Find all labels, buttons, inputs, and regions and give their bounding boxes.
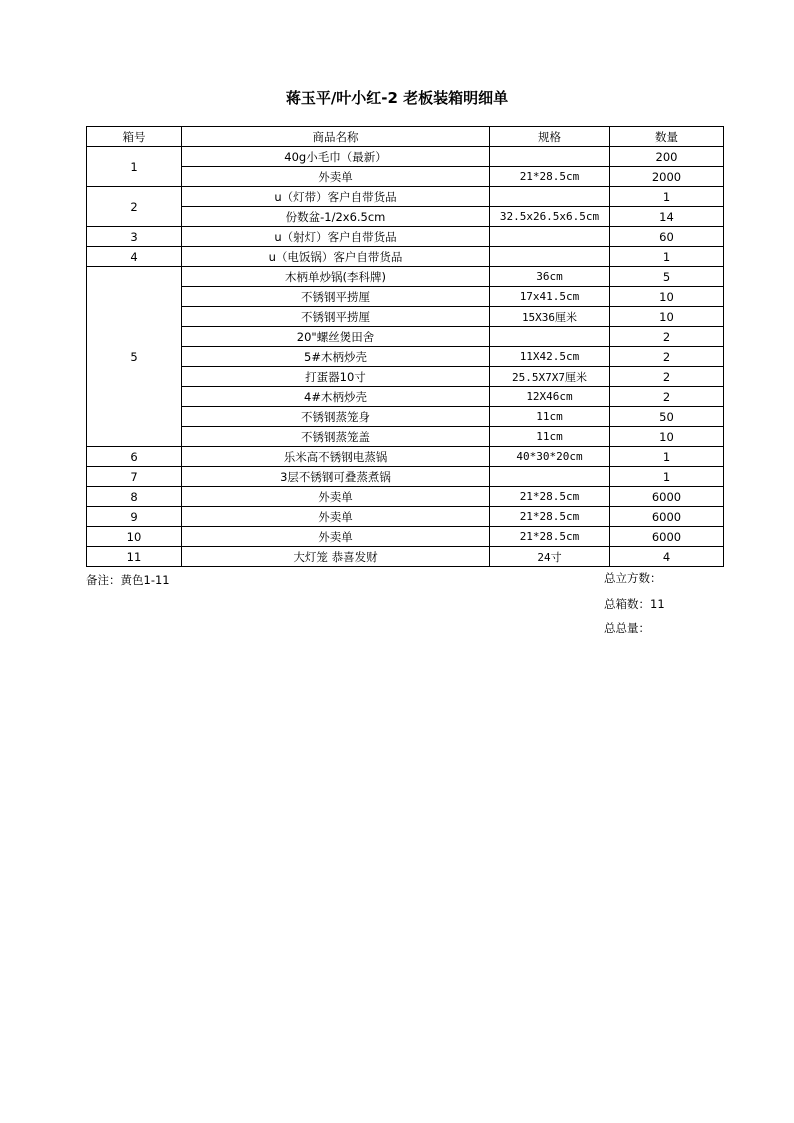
spec-cell: 15X36厘米 (490, 307, 610, 327)
total-volume-label: 总立方数： (604, 571, 662, 585)
box-number-cell: 7 (87, 467, 182, 487)
header-box-no: 箱号 (87, 127, 182, 147)
quantity-cell: 2 (610, 387, 724, 407)
table-row (87, 147, 724, 167)
box-number-cell: 5 (87, 267, 182, 447)
table-row (87, 527, 724, 547)
quantity-cell: 4 (610, 547, 724, 567)
header-product-name: 商品名称 (182, 127, 490, 147)
spec-cell: 21*28.5cm (490, 527, 610, 547)
quantity-cell: 2 (610, 347, 724, 367)
table-row (87, 467, 724, 487)
box-number-cell: 11 (87, 547, 182, 567)
header-quantity: 数量 (610, 127, 724, 147)
box-number-cell: 8 (87, 487, 182, 507)
spec-cell: 12X46cm (490, 387, 610, 407)
product-name-cell: 外卖单 (182, 487, 490, 507)
quantity-cell: 2 (610, 327, 724, 347)
quantity-cell: 10 (610, 307, 724, 327)
document-title: 蒋玉平/叶小红-2 老板装箱明细单 (285, 89, 509, 107)
spec-cell: 32.5x26.5x6.5cm (490, 207, 610, 227)
box-number-cell: 6 (87, 447, 182, 467)
table-row (87, 247, 724, 267)
quantity-cell: 6000 (610, 527, 724, 547)
product-name-cell: u（电饭锅）客户自带货品 (182, 247, 490, 267)
product-name-cell: 大灯笼 恭喜发财 (182, 547, 490, 567)
table-row (87, 307, 724, 327)
product-name-cell: 不锈钢平捞厘 (182, 287, 490, 307)
product-name-cell: 木柄单炒锅(李科牌) (182, 267, 490, 287)
table-row (87, 227, 724, 247)
box-number-cell: 2 (87, 187, 182, 227)
quantity-cell: 2 (610, 367, 724, 387)
spec-cell: 17x41.5cm (490, 287, 610, 307)
spec-cell (490, 247, 610, 267)
table-row (87, 447, 724, 467)
table-row (87, 207, 724, 227)
table-row (87, 387, 724, 407)
spec-cell: 24寸 (490, 547, 610, 567)
spec-cell (490, 327, 610, 347)
spec-cell: 11cm (490, 427, 610, 447)
spec-cell: 21*28.5cm (490, 487, 610, 507)
spec-cell: 36cm (490, 267, 610, 287)
product-name-cell: 外卖单 (182, 527, 490, 547)
product-name-cell: 外卖单 (182, 167, 490, 187)
product-name-cell: 4#木柄炒壳 (182, 387, 490, 407)
table-row (87, 367, 724, 387)
quantity-cell: 6000 (610, 487, 724, 507)
total-quantity-label: 总总量： (604, 621, 650, 635)
box-number-cell: 3 (87, 227, 182, 247)
spec-cell: 25.5X7X7厘米 (490, 367, 610, 387)
quantity-cell: 200 (610, 147, 724, 167)
spec-cell: 40*30*20cm (490, 447, 610, 467)
spec-cell: 11cm (490, 407, 610, 427)
quantity-cell: 10 (610, 287, 724, 307)
spec-cell (490, 147, 610, 167)
box-number-cell: 10 (87, 527, 182, 547)
table-row (87, 327, 724, 347)
quantity-cell: 6000 (610, 507, 724, 527)
quantity-cell: 1 (610, 447, 724, 467)
table-row (87, 407, 724, 427)
table-header-row (87, 127, 724, 147)
table-row (87, 287, 724, 307)
total-boxes-label: 总箱数：11 (604, 597, 665, 611)
quantity-cell: 1 (610, 247, 724, 267)
quantity-cell: 50 (610, 407, 724, 427)
table-row (87, 167, 724, 187)
table-row (87, 347, 724, 367)
product-name-cell: 3层不锈钢可叠蒸煮锅 (182, 467, 490, 487)
table-row (87, 267, 724, 287)
packing-list-table (86, 126, 724, 567)
header-spec: 规格 (490, 127, 610, 147)
product-name-cell: 打蛋器10寸 (182, 367, 490, 387)
product-name-cell: 40g小毛巾（最新） (182, 147, 490, 167)
product-name-cell: 份数盆-1/2x6.5cm (182, 207, 490, 227)
quantity-cell: 1 (610, 467, 724, 487)
product-name-cell: 乐米高不锈钢电蒸锅 (182, 447, 490, 467)
table-body (87, 147, 724, 567)
product-name-cell: 5#木柄炒壳 (182, 347, 490, 367)
spec-cell: 21*28.5cm (490, 507, 610, 527)
quantity-cell: 60 (610, 227, 724, 247)
product-name-cell: 不锈钢蒸笼身 (182, 407, 490, 427)
quantity-cell: 2000 (610, 167, 724, 187)
spec-cell (490, 227, 610, 247)
table-row (87, 507, 724, 527)
spec-cell (490, 467, 610, 487)
table-row (87, 487, 724, 507)
spec-cell: 11X42.5cm (490, 347, 610, 367)
quantity-cell: 1 (610, 187, 724, 207)
spec-cell (490, 187, 610, 207)
product-name-cell: u（灯带）客户自带货品 (182, 187, 490, 207)
quantity-cell: 10 (610, 427, 724, 447)
box-number-cell: 4 (87, 247, 182, 267)
spec-cell: 21*28.5cm (490, 167, 610, 187)
product-name-cell: 不锈钢蒸笼盖 (182, 427, 490, 447)
box-number-cell: 9 (87, 507, 182, 527)
table-row (87, 187, 724, 207)
table-row (87, 547, 724, 567)
quantity-cell: 5 (610, 267, 724, 287)
remark-note: 备注：黄色1-11 (86, 573, 170, 587)
table-row (87, 427, 724, 447)
product-name-cell: 20"螺丝煲田舍 (182, 327, 490, 347)
product-name-cell: 外卖单 (182, 507, 490, 527)
product-name-cell: 不锈钢平捞厘 (182, 307, 490, 327)
product-name-cell: u（射灯）客户自带货品 (182, 227, 490, 247)
box-number-cell: 1 (87, 147, 182, 187)
quantity-cell: 14 (610, 207, 724, 227)
